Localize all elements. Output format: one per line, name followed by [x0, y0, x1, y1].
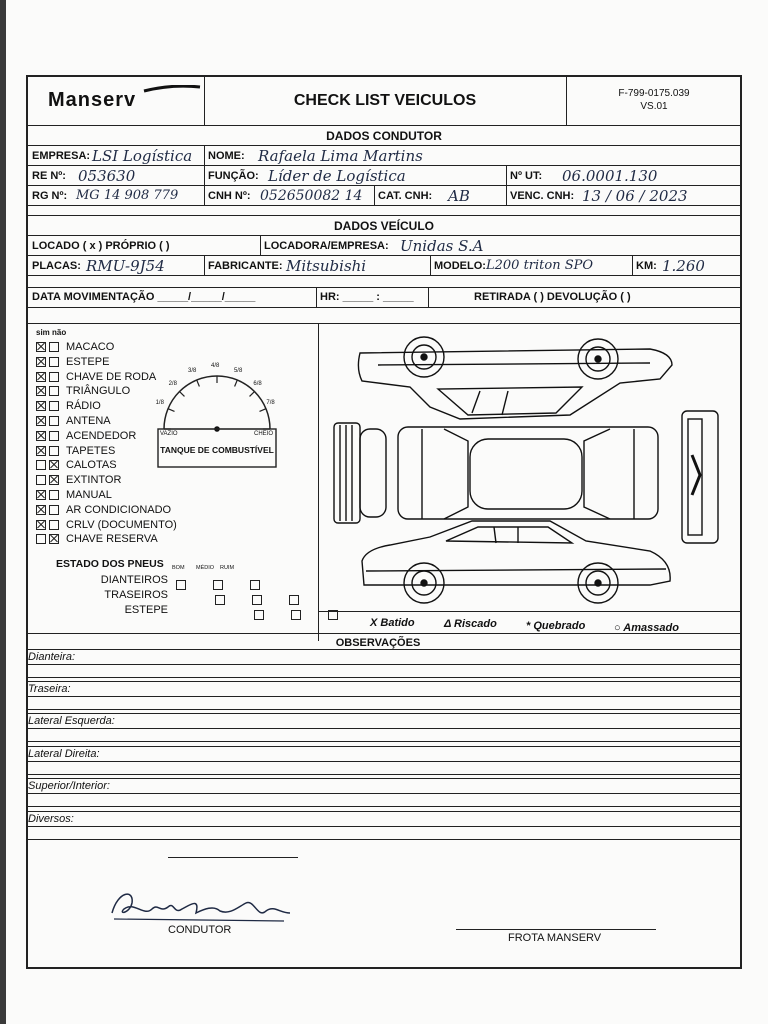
checklist-item — [36, 519, 177, 533]
vehicle-row-line-2 — [28, 275, 740, 276]
car-side-view-top — [358, 337, 672, 419]
observation-label: Diversos: — [28, 813, 74, 825]
checklist-item — [36, 459, 117, 473]
checklist-item — [36, 474, 121, 488]
form-title: CHECK LIST VEICULOS — [293, 92, 477, 109]
observation-line[interactable] — [28, 761, 740, 762]
checklist-item-label: EXTINTOR — [66, 474, 122, 487]
fuel-mark-label: 1/8 — [155, 400, 164, 407]
obs-top-line — [28, 633, 740, 634]
checkbox-sim[interactable] — [36, 372, 46, 382]
section-gap-line — [28, 323, 740, 324]
checklist-panel-divider — [318, 323, 319, 641]
nome-label: NOME: — [208, 150, 245, 162]
checkbox-sim[interactable] — [36, 386, 46, 396]
car-diagrams — [320, 325, 738, 611]
placas-value: RMU-9J54 — [86, 257, 165, 275]
fuel-tick — [235, 380, 238, 386]
driver-label: CONDUTOR — [168, 924, 232, 936]
venc-value: 13 / 06 / 2023 — [582, 187, 688, 205]
row-divider — [632, 255, 633, 275]
cnh-label: CNH Nº: — [208, 190, 251, 202]
checklist-form — [26, 75, 742, 969]
observation-label: Lateral Direita: — [28, 748, 100, 760]
driver-signature-line — [168, 857, 298, 858]
tire-column-label: MÉDIO — [196, 565, 215, 571]
observation-line[interactable] — [28, 826, 740, 827]
checklist-item-label: CHAVE RESERVA — [66, 533, 158, 546]
observation-line[interactable] — [28, 778, 740, 779]
driver-title-line — [28, 145, 740, 146]
observations-title: OBSERVAÇÕES — [335, 637, 421, 649]
data-movimentacao-label: DATA MOVIMENTAÇÃO _____/_____/_____ — [32, 291, 256, 303]
observation-line[interactable] — [28, 664, 740, 665]
checklist-item — [36, 356, 109, 370]
funcao-value: Líder de Logística — [268, 167, 406, 185]
driver-row-line-1 — [28, 165, 740, 166]
checkbox-sim[interactable] — [36, 357, 46, 367]
fuel-title: TANQUE DE COMBUSTÍVEL — [160, 445, 274, 455]
locadora-value: Unidas S.A — [400, 237, 484, 255]
locadora-label: LOCADORA/EMPRESA: — [264, 240, 389, 252]
observation-label: Dianteira: — [28, 651, 76, 663]
driver-section-title: DADOS CONDUTOR — [326, 129, 442, 143]
observation-line[interactable] — [28, 774, 740, 775]
ut-value: 06.0001.130 — [562, 167, 658, 185]
observation-line[interactable] — [28, 839, 740, 840]
car-rear-view — [682, 411, 718, 543]
tire-condition-checkbox[interactable] — [176, 580, 186, 590]
funcao-label: FUNÇÃO: — [208, 170, 259, 182]
fleet-signature-line — [456, 929, 656, 930]
checkbox-sim[interactable] — [36, 431, 46, 441]
checklist-item — [36, 385, 130, 399]
checkbox-nao[interactable] — [49, 460, 59, 470]
checkbox-nao[interactable] — [49, 505, 59, 515]
checkbox-sim[interactable] — [36, 490, 46, 500]
observation-line[interactable] — [28, 793, 740, 794]
fuel-tick — [250, 392, 255, 397]
fabricante-label: FABRICANTE: — [208, 260, 283, 272]
checklist-item — [36, 489, 112, 503]
logo — [48, 89, 208, 115]
checklist-item-label: CHAVE DE RODA — [66, 370, 157, 383]
checklist-item-label: TRIÂNGULO — [66, 385, 131, 398]
checklist-item — [36, 504, 171, 518]
row-divider — [204, 145, 205, 205]
rg-label: RG Nº: — [32, 190, 68, 202]
fuel-mark-label: 2/8 — [168, 380, 177, 387]
driver-signature — [104, 883, 294, 927]
scan-edge — [0, 0, 6, 1024]
tire-row-label: DIANTEIROS — [100, 574, 168, 586]
observation-line[interactable] — [28, 709, 740, 710]
observation-line[interactable] — [28, 728, 740, 729]
fuel-tick — [180, 392, 185, 397]
modelo-value: L200 triton SPO — [486, 258, 594, 273]
observation-label: Traseira: — [28, 683, 71, 695]
row-divider — [430, 255, 431, 275]
row-divider — [260, 235, 261, 255]
checkbox-nao[interactable] — [49, 357, 59, 367]
car-top-view — [398, 427, 658, 519]
car-side-view-bottom — [362, 521, 670, 603]
row-divider — [204, 255, 205, 275]
checklist-item-label: CALOTAS — [66, 459, 117, 472]
re-label: RE Nº: — [32, 170, 66, 182]
ut-label: Nº UT: — [510, 170, 543, 182]
km-value: 1.260 — [662, 257, 705, 275]
checkbox-nao[interactable] — [49, 490, 59, 500]
checkbox-sim[interactable] — [36, 475, 46, 485]
driver-row-line-2 — [28, 185, 740, 186]
tire-condition-checkbox[interactable] — [250, 580, 260, 590]
fuel-tick — [259, 409, 265, 412]
checkbox-nao[interactable] — [49, 372, 59, 382]
tire-condition-checkbox[interactable] — [291, 610, 301, 620]
cat-value: AB — [448, 187, 470, 205]
sim-header: sim — [36, 328, 50, 337]
empresa-value: LSI Logística — [92, 147, 193, 165]
fuel-mark-label: 5/8 — [233, 367, 243, 374]
checklist-item-label: ANTENA — [66, 415, 111, 428]
checklist-item-label: MACACO — [66, 341, 115, 354]
placas-label: PLACAS: — [32, 260, 81, 272]
fuel-tick — [197, 380, 200, 386]
driver-bottom-line — [28, 205, 740, 206]
checklist-item — [36, 415, 111, 429]
legend-amassado: ○ Amassado — [614, 622, 679, 634]
km-label: KM: — [636, 260, 657, 272]
checklist-item — [36, 400, 101, 414]
checkbox-sim[interactable] — [36, 534, 46, 544]
legend-batido: X Batido — [370, 617, 415, 629]
vehicle-row-line-1 — [28, 255, 740, 256]
observation-line[interactable] — [28, 649, 740, 650]
vehicle-bottom-line — [28, 307, 740, 308]
checkbox-sim[interactable] — [36, 342, 46, 352]
checklist-item-label: ACENDEDOR — [66, 429, 137, 442]
form-version: VS.01 — [640, 101, 668, 112]
fabricante-value: Mitsubishi — [286, 257, 367, 275]
row-divider — [374, 185, 375, 205]
checklist-item-label: MANUAL — [66, 489, 112, 502]
modelo-label: MODELO: — [434, 260, 486, 272]
checkbox-nao[interactable] — [49, 475, 59, 485]
retirada-devolucao-label: RETIRADA ( ) DEVOLUÇÃO ( ) — [474, 291, 631, 303]
tire-row-label: TRASEIROS — [104, 589, 168, 601]
checkbox-nao[interactable] — [49, 431, 59, 441]
rg-value: MG 14 908 779 — [76, 188, 179, 203]
fleet-label: FROTA MANSERV — [508, 932, 602, 944]
cat-label: CAT. CNH: — [378, 190, 433, 202]
checkbox-sim[interactable] — [36, 505, 46, 515]
vehicle-section-title: DADOS VEÍCULO — [333, 219, 434, 233]
observation-line[interactable] — [28, 713, 740, 714]
checkbox-nao[interactable] — [49, 534, 59, 544]
checklist-item-label: RÁDIO — [66, 400, 101, 413]
checkbox-nao[interactable] — [49, 520, 59, 530]
row-divider — [316, 287, 317, 307]
checkbox-sim[interactable] — [36, 416, 46, 426]
observation-line[interactable] — [28, 811, 740, 812]
fuel-mark-label: 6/8 — [253, 380, 262, 387]
fuel-full-label: CHEIO — [254, 431, 274, 437]
logo-text: Manserv — [48, 89, 137, 111]
checklist-item — [36, 371, 156, 385]
car-front-view — [334, 423, 386, 523]
fuel-mark-label: 7/8 — [266, 400, 275, 407]
logo-swoosh-icon — [142, 85, 202, 93]
row-divider — [428, 287, 429, 307]
observation-label: Superior/Interior: — [28, 780, 110, 792]
checkbox-sim[interactable] — [36, 520, 46, 530]
checklist-item — [36, 341, 114, 355]
nao-header: não — [52, 328, 67, 337]
fuel-mark-label: 3/8 — [188, 367, 197, 374]
checklist-item — [36, 430, 136, 444]
observation-line[interactable] — [28, 677, 740, 678]
observation-label: Lateral Esquerda: — [28, 715, 115, 727]
legend-top-line — [318, 611, 740, 612]
checklist-item-label: ESTEPE — [66, 355, 110, 368]
checkbox-sim[interactable] — [36, 401, 46, 411]
nome-value: Rafaela Lima Martins — [258, 147, 423, 165]
checkbox-sim[interactable] — [36, 446, 46, 456]
observation-line[interactable] — [28, 696, 740, 697]
checkbox-nao[interactable] — [49, 416, 59, 426]
tire-condition-checkbox[interactable] — [254, 610, 264, 620]
checkbox-nao[interactable] — [49, 401, 59, 411]
checkbox-sim[interactable] — [36, 460, 46, 470]
re-value: 053630 — [78, 167, 136, 185]
tire-condition-checkbox[interactable] — [289, 595, 299, 605]
locado-proprio-label: LOCADO ( x ) PRÓPRIO ( ) — [32, 240, 170, 252]
checklist-item-label: TAPETES — [66, 444, 116, 457]
checklist-item-label: CRLV (DOCUMENTO) — [66, 518, 177, 531]
hr-label: HR: _____ : _____ — [320, 291, 414, 303]
tire-column-label: RUIM — [220, 565, 235, 571]
legend-quebrado: * Quebrado — [526, 620, 586, 632]
fuel-tick — [168, 409, 174, 412]
checklist-item — [36, 533, 158, 547]
observation-line[interactable] — [28, 806, 740, 807]
tire-condition-checkbox[interactable] — [215, 595, 225, 605]
checkbox-nao[interactable] — [49, 342, 59, 352]
empresa-label: EMPRESA: — [32, 150, 91, 162]
header-bottom-line — [28, 125, 740, 126]
fuel-empty-label: VAZIO — [160, 431, 178, 437]
checkbox-nao[interactable] — [49, 386, 59, 396]
vehicle-row-line-3 — [28, 287, 740, 288]
observation-line[interactable] — [28, 746, 740, 747]
tires-title: ESTADO DOS PNEUS — [56, 558, 164, 570]
tire-condition-checkbox[interactable] — [252, 595, 262, 605]
vehicle-top-line — [28, 215, 740, 216]
vehicle-title-line — [28, 235, 740, 236]
cnh-value: 052650082 14 — [260, 188, 363, 204]
venc-label: VENC. CNH: — [510, 190, 575, 202]
fuel-mark-label: 4/8 — [211, 363, 220, 369]
checkbox-nao[interactable] — [49, 446, 59, 456]
form-code: F-799-0175.039 — [618, 88, 690, 99]
legend-riscado: Δ Riscado — [444, 618, 497, 630]
checklist-item — [36, 445, 115, 459]
tire-row-label: ESTEPE — [124, 604, 168, 616]
checklist-item-label: AR CONDICIONADO — [66, 503, 172, 516]
fuel-gauge — [154, 363, 280, 469]
tire-column-label: BOM — [172, 565, 185, 571]
observation-line[interactable] — [28, 741, 740, 742]
tire-condition-checkbox[interactable] — [213, 580, 223, 590]
observation-line[interactable] — [28, 681, 740, 682]
